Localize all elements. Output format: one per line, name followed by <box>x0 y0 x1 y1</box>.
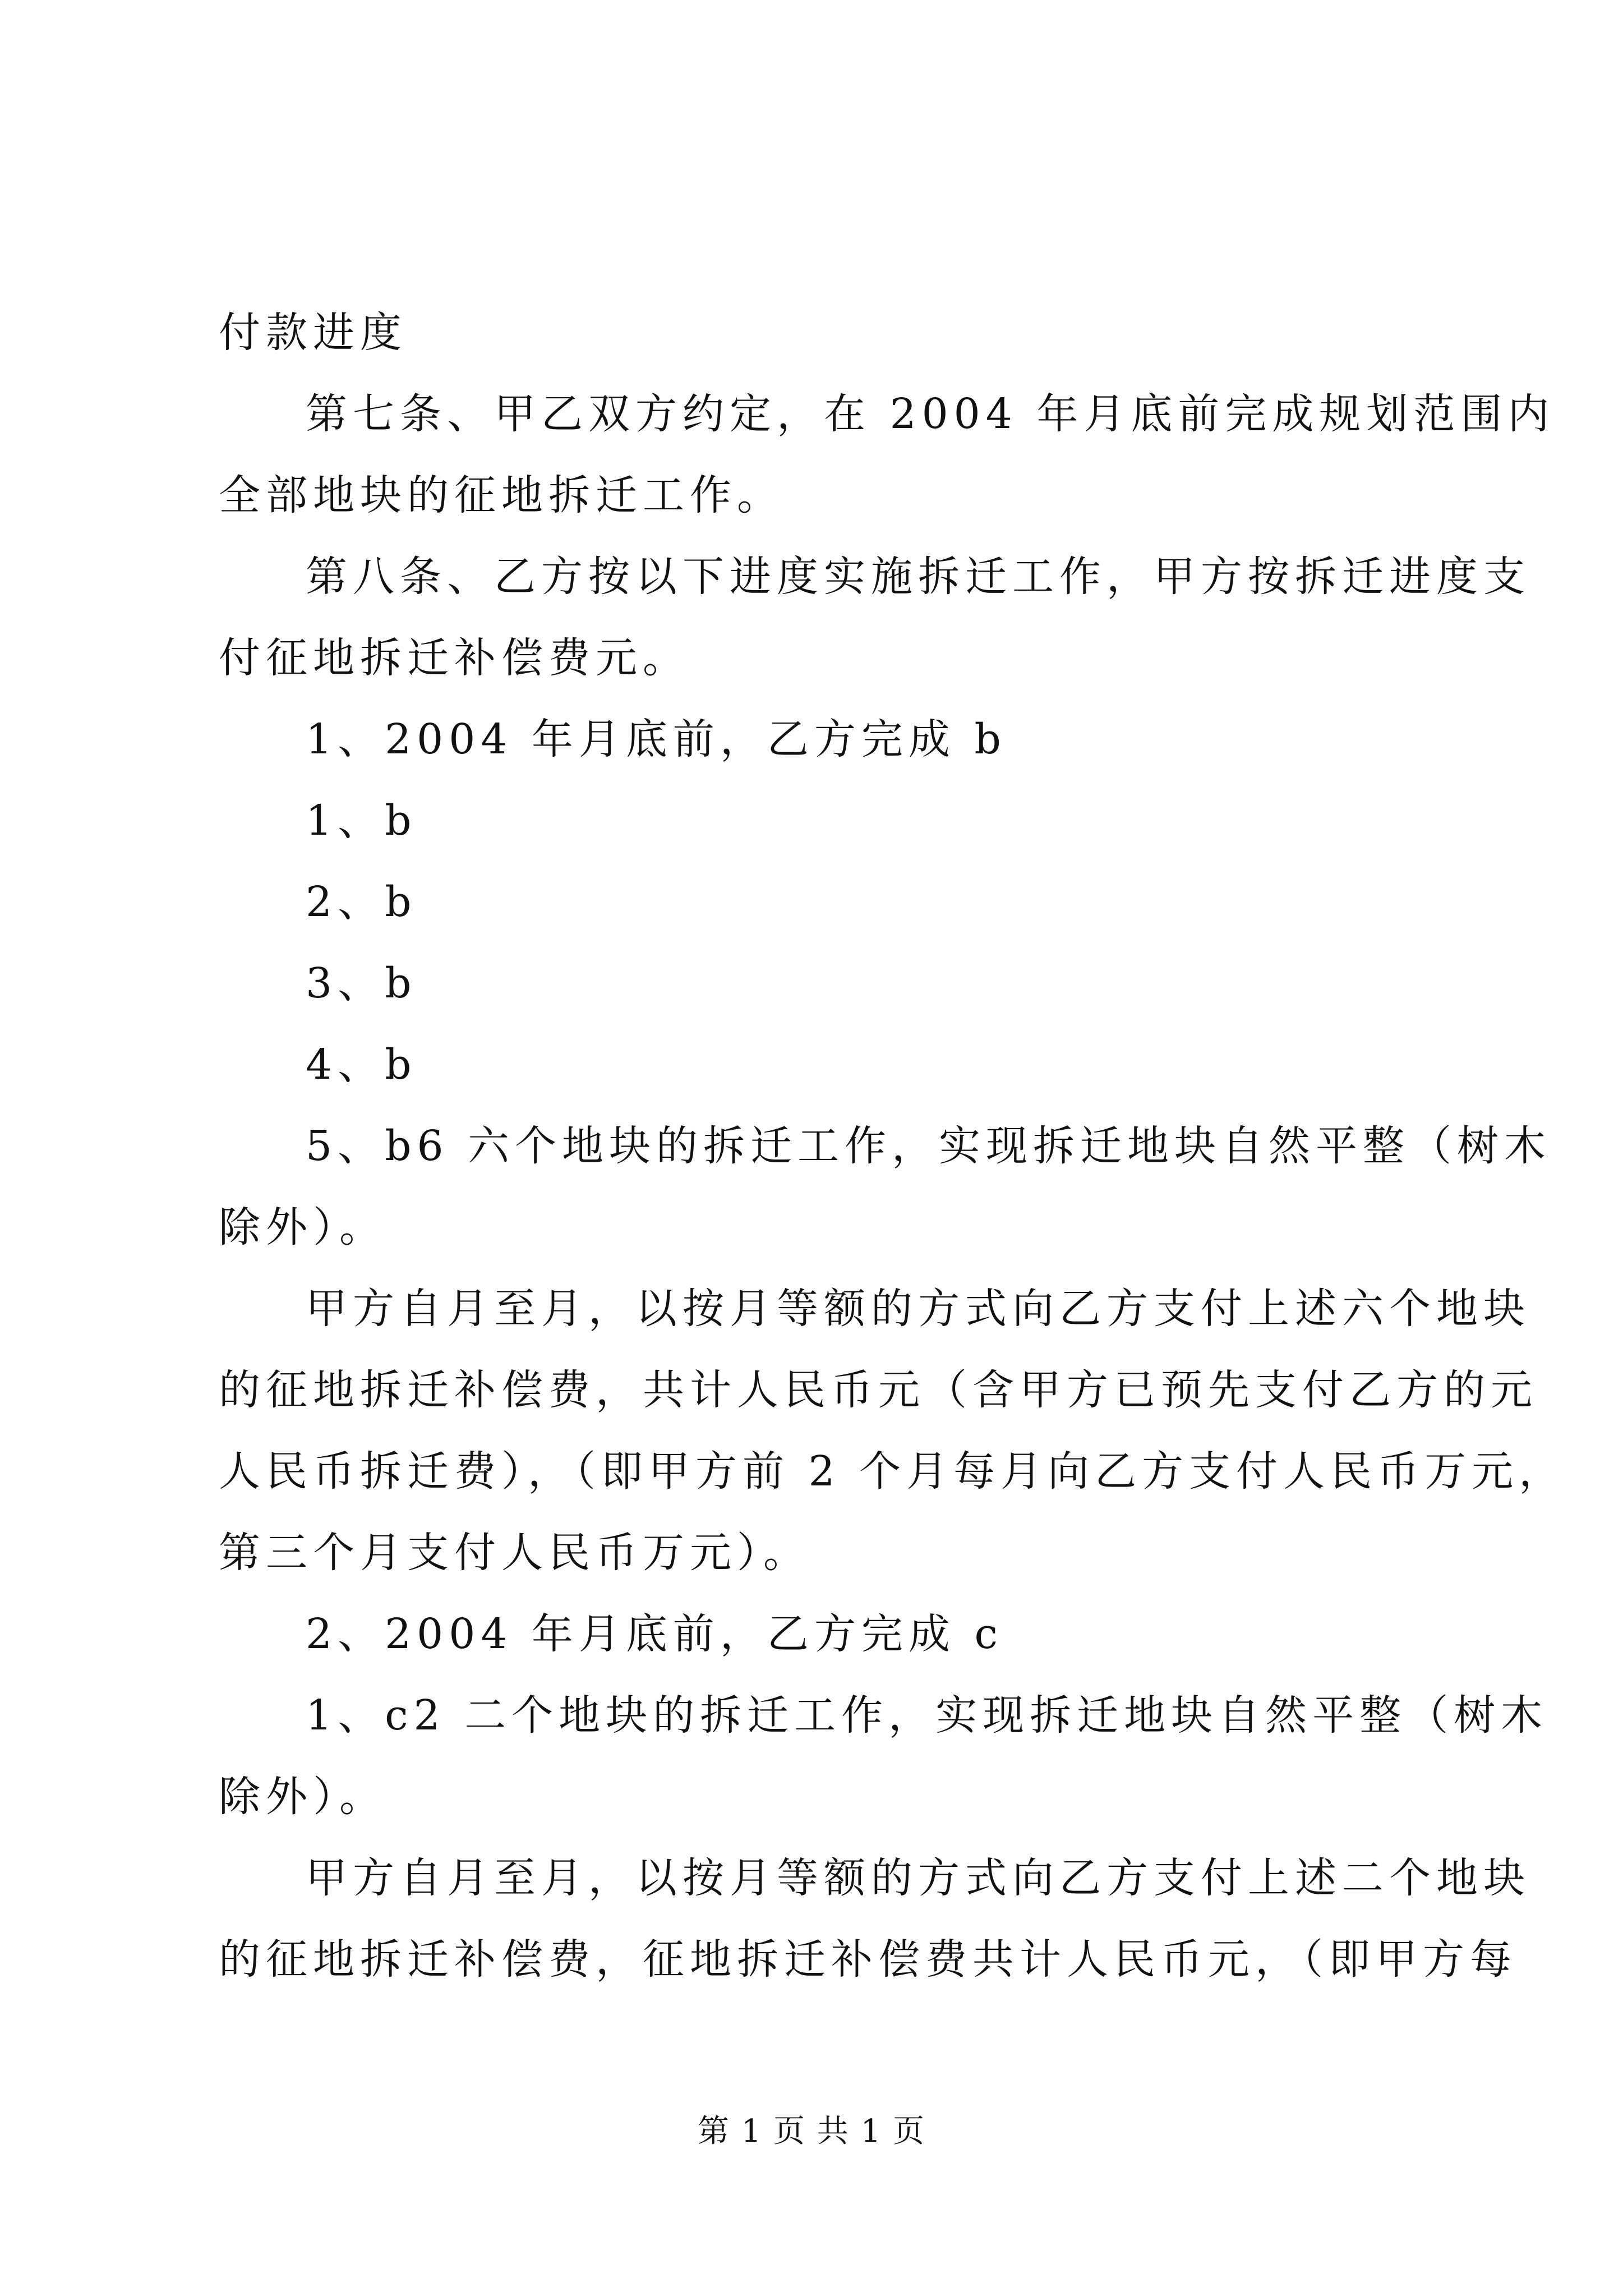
page-footer: 第 1 页 共 1 页 <box>697 2113 926 2150</box>
list-item: 4、b <box>306 1041 417 1089</box>
paragraph-line: 人民币拆迁费），（即甲方前 2 个月每月向乙方支付人民币万元， <box>219 1447 1566 1496</box>
paragraph-line: 甲方自月至月，以按月等额的方式向乙方支付上述二个地块 <box>306 1854 1530 1902</box>
list-item: 1、2004 年月底前，乙方完成 b <box>306 715 1007 763</box>
list-item: 2、2004 年月底前，乙方完成 c <box>306 1610 1003 1658</box>
paragraph-line: 第七条、甲乙双方约定，在 2004 年月底前完成规划范围内 <box>306 390 1555 438</box>
list-item: 1、b <box>306 797 417 845</box>
paragraph-line: 除外）。 <box>219 1773 386 1821</box>
paragraph-line: 第八条、乙方按以下进度实施拆迁工作，甲方按拆迁进度支 <box>306 553 1530 601</box>
paragraph-line: 付征地拆迁补偿费元。 <box>219 634 690 682</box>
paragraph-line: 第三个月支付人民币万元）。 <box>219 1529 810 1577</box>
paragraph-line: 的征地拆迁补偿费，共计人民币元（含甲方已预先支付乙方的元 <box>219 1366 1538 1414</box>
paragraph-line: 除外）。 <box>219 1203 386 1251</box>
paragraph-line: 甲方自月至月，以按月等额的方式向乙方支付上述六个地块 <box>306 1285 1530 1333</box>
section-heading: 付款进度 <box>219 309 407 357</box>
list-item: 2、b <box>306 878 417 926</box>
paragraph-line: 的征地拆迁补偿费，征地拆迁补偿费共计人民币元，（即甲方每 <box>219 1935 1517 1984</box>
list-item: 5、b6 六个地块的拆迁工作，实现拆迁地块自然平整（树木 <box>306 1122 1552 1170</box>
list-item: 3、b <box>306 959 417 1007</box>
list-item: 1、c2 二个地块的拆迁工作，实现拆迁地块自然平整（树木 <box>306 1691 1548 1740</box>
paragraph-line: 全部地块的征地拆迁工作。 <box>219 471 784 519</box>
